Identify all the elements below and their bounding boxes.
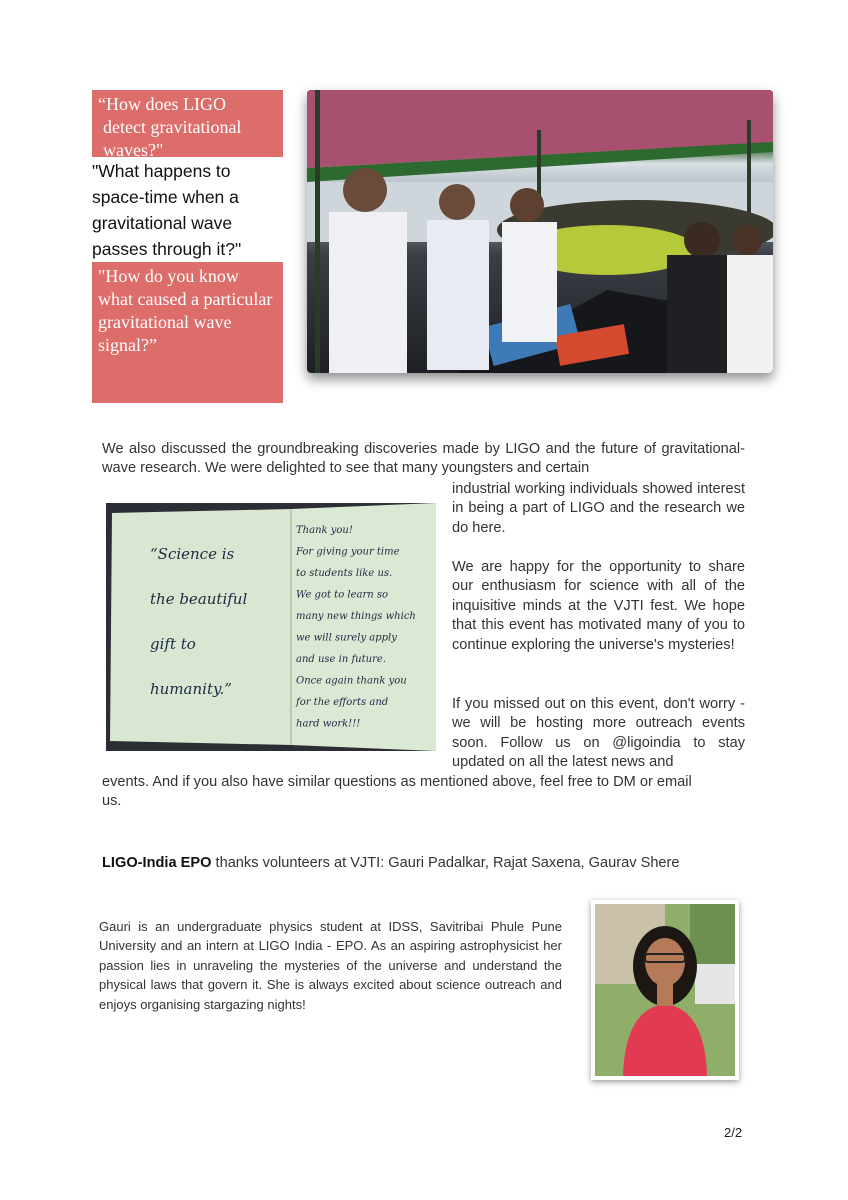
question-2: "What happens to space-time when a gravitational wave passes through it?" [92, 161, 242, 259]
card-left-line-4: humanity.” [150, 680, 232, 698]
card-left-line-3: gift to [150, 635, 196, 653]
paragraph-discoveries-continued: industrial working individuals showed interest in being a part of LIGO and the research we do here. [452, 481, 745, 536]
card-left-line-2: the beautiful [150, 590, 248, 608]
question-1-line-2: detect gravitational [103, 117, 242, 137]
author-portrait [591, 900, 739, 1080]
paragraph-opportunity: We are happy for the opportunity to share our enthusiasm for science with all of the inquisitive minds at the VJTI fest. We hope that this event has motivated many of you to continue exploring the universe's mysteries! [452, 559, 745, 653]
card-right-line-10: hard work!!! [296, 718, 361, 730]
card-right-line-1: Thank you! [296, 525, 353, 536]
card-right-line-3: to students like us. [296, 568, 393, 579]
thank-you-card-photo [106, 503, 436, 751]
card-left-line-1: “Science is [150, 545, 235, 563]
question-1-line-3: waves?" [103, 140, 164, 160]
volunteers-thanks [102, 855, 680, 871]
card-right-line-2: For giving your time [296, 546, 400, 558]
card-right-line-7: and use in future. [296, 654, 386, 665]
question-box-3: "How do you know what caused a particular gravitational wave signal?” [92, 262, 283, 403]
paragraph-discoveries: We also discussed the groundbreaking discoveries made by LIGO and the future of gravitational-wave research. We were delighted to see that many youngsters and certain [102, 441, 745, 477]
paragraph-missed-out-continued: events. And if you also have similar questions as mentioned above, feel free to DM or email us. [102, 774, 692, 810]
question-box-1 [92, 90, 283, 160]
card-right-line-8: Once again thank you [296, 675, 407, 687]
question-1-line-1: “How does LIGO [98, 94, 226, 114]
thanks-org: LIGO-India EPO [102, 855, 212, 871]
card-right-line-5: many new things which [296, 611, 416, 622]
thanks-text: thanks volunteers at VJTI: Gauri Padalkar, Rajat Saxena, Gaurav Shere [211, 855, 680, 871]
event-photo [307, 90, 773, 373]
author-bio: Gauri is an undergraduate physics student at IDSS, Savitribai Phule Pune University and an intern at LIGO India - EPO. As an aspiring astrophysicist her passion lies in unraveling the mysteries of the universe and understand the physical laws that govern it. She is always excited about science outreach and enjoys organising stargazing nights! [99, 919, 562, 1012]
card-right-line-9: for the efforts and [296, 697, 389, 708]
card-right-line-6: we will surely apply [296, 632, 397, 644]
paragraph-missed-out: If you missed out on this event, don't worry - we will be hosting more outreach events soon. Follow us on @ligoindia to stay updated on all the latest news and [452, 696, 745, 771]
page-number: 2/2 [724, 1125, 743, 1140]
card-right-line-4: We got to learn so [296, 589, 389, 601]
